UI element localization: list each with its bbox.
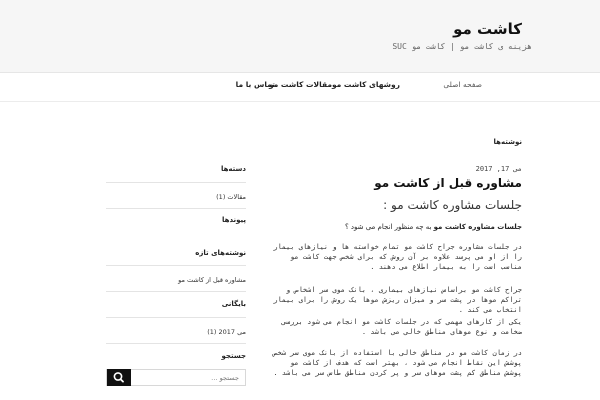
- post-paragraph: در جلسات مشاوره جراح کاشت مو تمام خواسته ها و نیازهای بیمار را از او می پرسد علاوه بر آن روش که برای شخص جهت کاشت مو مناسب است را به بیمار اطلاع می دهند .: [273, 243, 522, 271]
- recent-post-link[interactable]: مشاوره قبل از کاشت مو: [178, 276, 246, 284]
- post-question-bold: جلسات مشاوره کاشت مو: [433, 223, 522, 231]
- widget-divider: [106, 343, 246, 344]
- nav-item-home[interactable]: صفحه اصلی: [443, 80, 482, 89]
- post-question: [345, 223, 522, 231]
- widget-divider: [106, 208, 246, 209]
- widget-title: جستجو: [221, 352, 246, 360]
- post-paragraph: در زمان کاشت مو در مناطق خالی با استفاده از بانک موی سر شخص پوشش این نقاط انجام می شود ، بهتر است که هدف از کاشت مو پوشش مناطق کم پشت موهای سر و پر کردن مناطق طاس سر می باشد .: [273, 349, 522, 377]
- nav-divider: [0, 101, 600, 102]
- site-header: [0, 0, 600, 72]
- nav-item-contact[interactable]: تماس با ما: [235, 80, 275, 89]
- widget-links: [106, 216, 246, 224]
- search-button[interactable]: [107, 369, 131, 386]
- category-link[interactable]: مقالات (1): [216, 193, 246, 201]
- widget-archive: [106, 300, 246, 344]
- post-paragraph: یکی از کارهای مهمی که در جلسات کاشت مو انجام می شود بررسی ضخامت و نوع موهای مناطق خالی می باشد .: [281, 318, 522, 336]
- widget-recent-posts: [106, 249, 246, 292]
- post-paragraph: جراح کاشت مو براساس نیازهای بیماری ، بانک موی سر اشخاص و تراکم موها در پشت سر و میزان ریزش موها یک روش را برای بیمار انتخاب می کند .: [273, 286, 522, 314]
- nav-item-articles[interactable]: مقالات کاشت مو: [268, 80, 332, 89]
- post-date[interactable]: می 17, 2017: [475, 165, 522, 173]
- widget-categories: [106, 165, 246, 209]
- site-title[interactable]: کاشت مو: [453, 20, 522, 38]
- post-question-text: به چه منظور انجام می شود ؟: [344, 223, 434, 231]
- widget-divider: [106, 317, 246, 318]
- post-title[interactable]: مشاوره قبل از کاشت مو: [374, 176, 522, 190]
- page-heading: نوشته‌ها: [493, 138, 522, 146]
- widget-divider: [106, 182, 246, 183]
- widget-title: دسته‌ها: [220, 165, 246, 173]
- widget-title: نوشته‌های تازه: [195, 249, 246, 257]
- header-divider: [0, 72, 600, 73]
- search-form: [106, 369, 246, 386]
- post-subheading: جلسات مشاوره کاشت مو :: [383, 198, 522, 212]
- widget-divider: [106, 291, 246, 292]
- site-tagline: هزینه ی کاشت مو | کاشت مو SUC: [392, 42, 532, 51]
- widget-title: بایگانی: [221, 300, 246, 308]
- widget-divider: [106, 265, 246, 266]
- search-input[interactable]: [135, 370, 245, 385]
- widget-search: [106, 352, 246, 360]
- widget-title: پیوندها: [221, 216, 246, 224]
- nav-item-methods[interactable]: روشهای کاشت مو: [331, 80, 400, 89]
- search-icon: [107, 369, 131, 386]
- archive-link[interactable]: می 2017 (1): [207, 328, 246, 336]
